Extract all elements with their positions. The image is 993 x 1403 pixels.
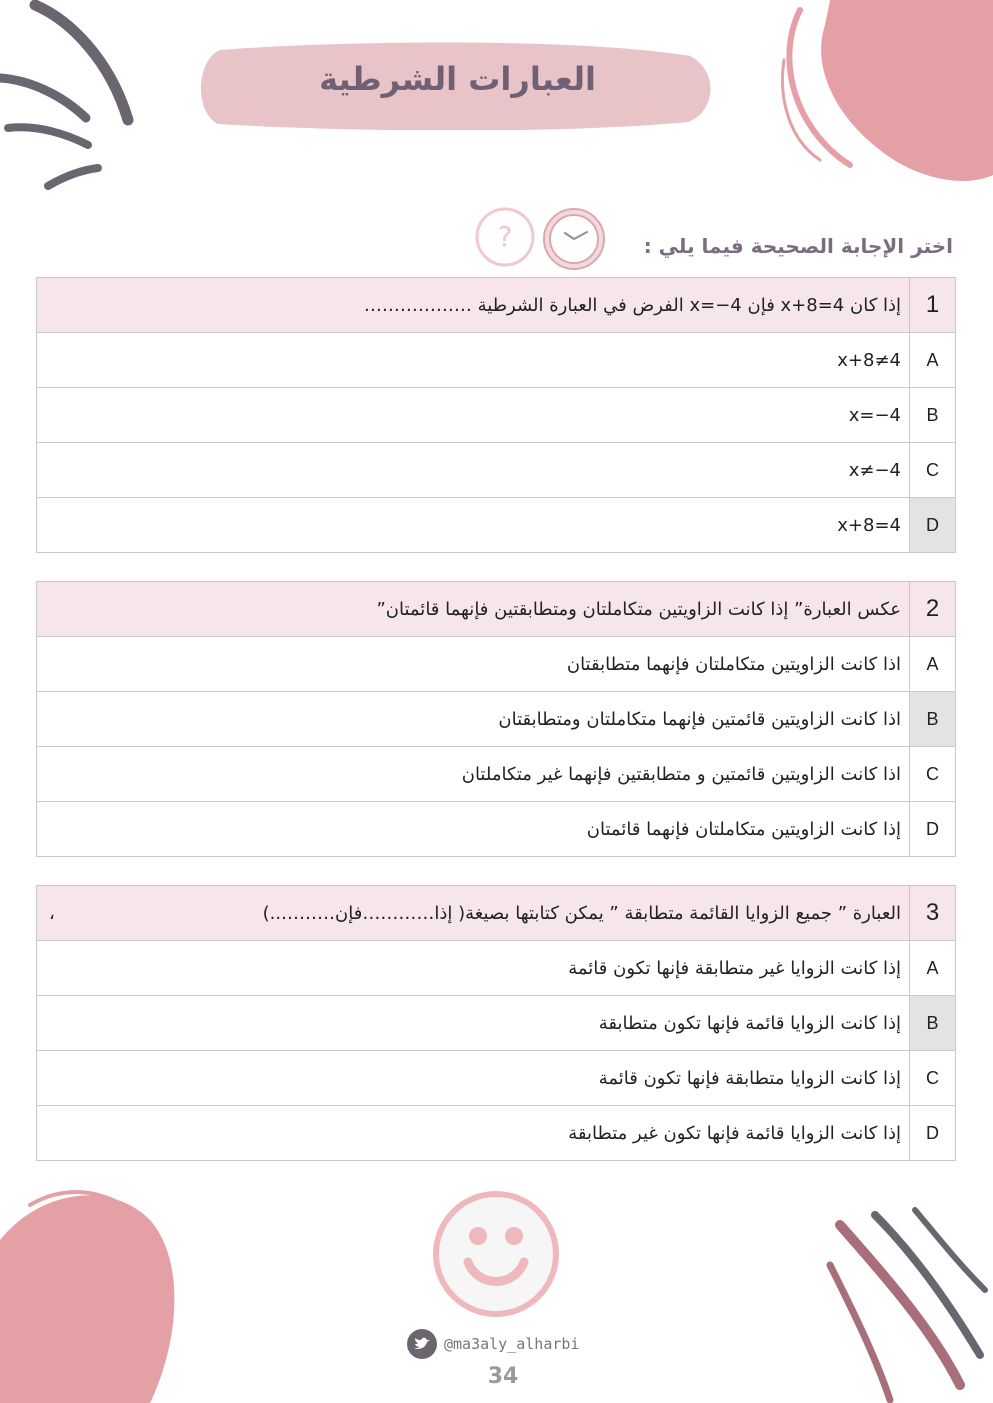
- option-text: إذا كانت الزوايا قائمة فإنها تكون غير متطابقة: [37, 1106, 910, 1161]
- option-text: اذا كانت الزاويتين قائمتين و متطابقتين فإنهما غير متكاملتان: [37, 747, 910, 802]
- question-mark-icon: [474, 206, 536, 268]
- option-text: إذا كانت الزوايا غير متطابقة فإنها تكون قائمة: [37, 941, 910, 996]
- option-text: x+8=4: [37, 498, 910, 553]
- question-number: 3: [910, 886, 956, 941]
- trailing-mark: ،: [49, 902, 55, 924]
- question-2-table: [36, 581, 956, 857]
- option-text: x+8≠4: [37, 333, 910, 388]
- question-row: [37, 582, 956, 637]
- option-text: إذا كانت الزوايا متطابقة فإنها تكون قائمة: [37, 1051, 910, 1106]
- bottom-left-pink-blob: [0, 1180, 200, 1403]
- question-number: 1: [910, 278, 956, 333]
- option-row[interactable]: [37, 443, 956, 498]
- option-row[interactable]: [37, 388, 956, 443]
- question-number: 2: [910, 582, 956, 637]
- top-left-brush-strokes: [0, 0, 140, 200]
- option-letter: A: [910, 941, 956, 996]
- question-1-table: [36, 277, 956, 553]
- svg-text:?: ?: [497, 220, 513, 253]
- option-letter-marked: D: [910, 498, 956, 553]
- option-text: اذا كانت الزاويتين قائمتين فإنهما متكاملتان ومتطابقتان: [37, 692, 910, 747]
- question-text-cell: [37, 886, 910, 941]
- option-letter: A: [910, 637, 956, 692]
- clock-icon: [541, 206, 607, 272]
- option-row[interactable]: [37, 637, 956, 692]
- option-row[interactable]: [37, 1106, 956, 1161]
- option-letter: C: [910, 443, 956, 498]
- option-letter-marked: B: [910, 692, 956, 747]
- question-text: العبارة ” جميع الزوايا القائمة متطابقة ” يمكن كتابتها بصيغة( إذا…………فإن………..): [262, 902, 901, 924]
- option-letter: D: [910, 802, 956, 857]
- option-text: إذا كانت الزوايا قائمة فإنها تكون متطابقة: [37, 996, 910, 1051]
- question-text: إذا كان x+8=4 فإن x=−4 الفرض في العبارة الشرطية ………………: [37, 278, 910, 333]
- page-number: 34: [487, 1364, 519, 1389]
- option-letter: C: [910, 747, 956, 802]
- option-row[interactable]: [37, 1051, 956, 1106]
- option-text: اذا كانت الزاويتين متكاملتان فإنهما متطابقتان: [37, 637, 910, 692]
- option-row[interactable]: [37, 498, 956, 553]
- option-letter: D: [910, 1106, 956, 1161]
- question-row: [37, 886, 956, 941]
- option-letter: A: [910, 333, 956, 388]
- option-row[interactable]: [37, 747, 956, 802]
- option-row[interactable]: [37, 996, 956, 1051]
- bottom-right-brush-strokes: [820, 1205, 993, 1403]
- top-right-pink-blob: [770, 0, 993, 190]
- question-3-table: [36, 885, 956, 1161]
- option-text: x≠−4: [37, 443, 910, 498]
- twitter-handle: @ma3aly_alharbi: [444, 1335, 580, 1353]
- option-text: x=−4: [37, 388, 910, 443]
- option-row[interactable]: [37, 941, 956, 996]
- option-letter-marked: B: [910, 996, 956, 1051]
- option-text: إذا كانت الزاويتين متكاملتان فإنهما قائمتان: [37, 802, 910, 857]
- page-title: العبارات الشرطية: [319, 60, 596, 98]
- option-row[interactable]: [37, 333, 956, 388]
- option-row[interactable]: [37, 802, 956, 857]
- option-letter: C: [910, 1051, 956, 1106]
- smiley-icon: [430, 1188, 562, 1320]
- question-text: عكس العبارة” إذا كانت الزاويتين متكاملتان ومتطابقتين فإنهما قائمتان”: [37, 582, 910, 637]
- question-row: [37, 278, 956, 333]
- instruction-text: اختر الإجابة الصحيحة فيما يلي :: [643, 234, 953, 258]
- option-row[interactable]: [37, 692, 956, 747]
- option-letter: B: [910, 388, 956, 443]
- twitter-icon: [406, 1328, 438, 1360]
